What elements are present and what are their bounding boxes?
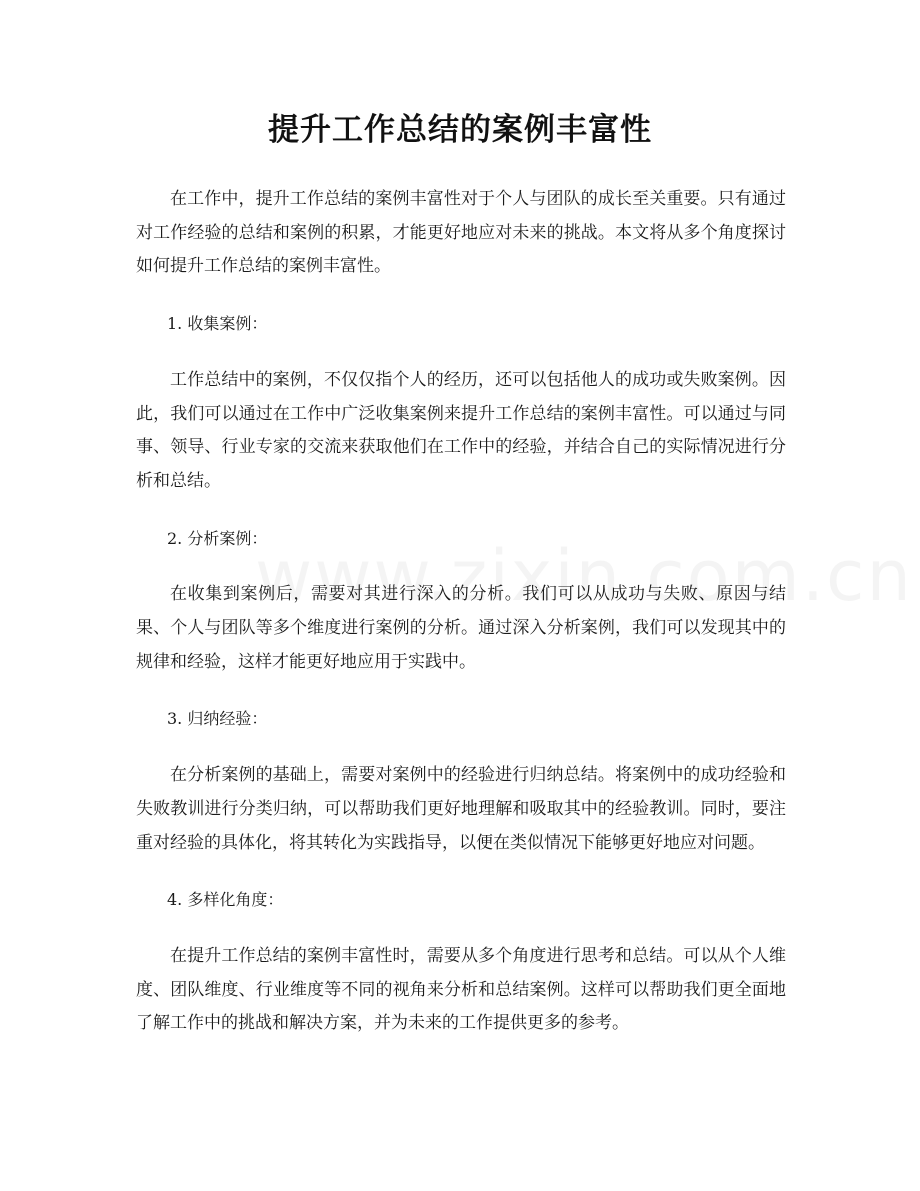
section-heading-analyze: 2. 分析案例： [167, 528, 268, 548]
section-heading-collect: 1. 收集案例： [167, 314, 268, 334]
section-heading-summarize: 3. 归纳经验： [167, 709, 268, 729]
section-body-perspectives: 在提升工作总结的案例丰富性时，需要从多个角度进行思考和总结。可以从个人维度、团队维度、行业维度等不同的视角来分析和总结案例。这样可以帮助我们更全面地了解工作中的挑战和解决方案，并为未来的工作提供更多的参考。 [136, 945, 786, 1034]
section-body-analyze: 在收集到案例后，需要对其进行深入的分析。我们可以从成功与失败、原因与结果、个人与团队等多个维度进行案例的分析。通过深入分析案例，我们可以发现其中的规律和经验，这样才能更好地应用于实践中。 [136, 584, 786, 672]
section-body-collect: 工作总结中的案例，不仅仅指个人的经历，还可以包括他人的成功或失败案例。因此，我们可以通过在工作中广泛收集案例来提升工作总结的案例丰富性。可以通过与同事、领导、行业专家的交流来获取他们在工作中的经验，并结合自己的实际情况进行分析和总结。 [136, 369, 786, 491]
intro-paragraph: 在工作中，提升工作总结的案例丰富性对于个人与团队的成长至关重要。只有通过对工作经验的总结和案例的积累，才能更好地应对未来的挑战。本文将从多个角度探讨如何提升工作总结的案例丰富性。 [136, 189, 786, 277]
document-body [136, 183, 786, 1064]
section-body-summarize: 在分析案例的基础上，需要对案例中的经验进行归纳总结。将案例中的成功经验和失败教训进行分类归纳，可以帮助我们更好地理解和吸取其中的经验教训。同时，要注重对经验的具体化，将其转化为实践指导，以便在类似情况下能够更好地应对问题。 [136, 765, 786, 853]
section-heading-perspectives: 4. 多样化角度： [167, 890, 284, 910]
page-title: 提升工作总结的案例丰富性 [268, 112, 652, 148]
